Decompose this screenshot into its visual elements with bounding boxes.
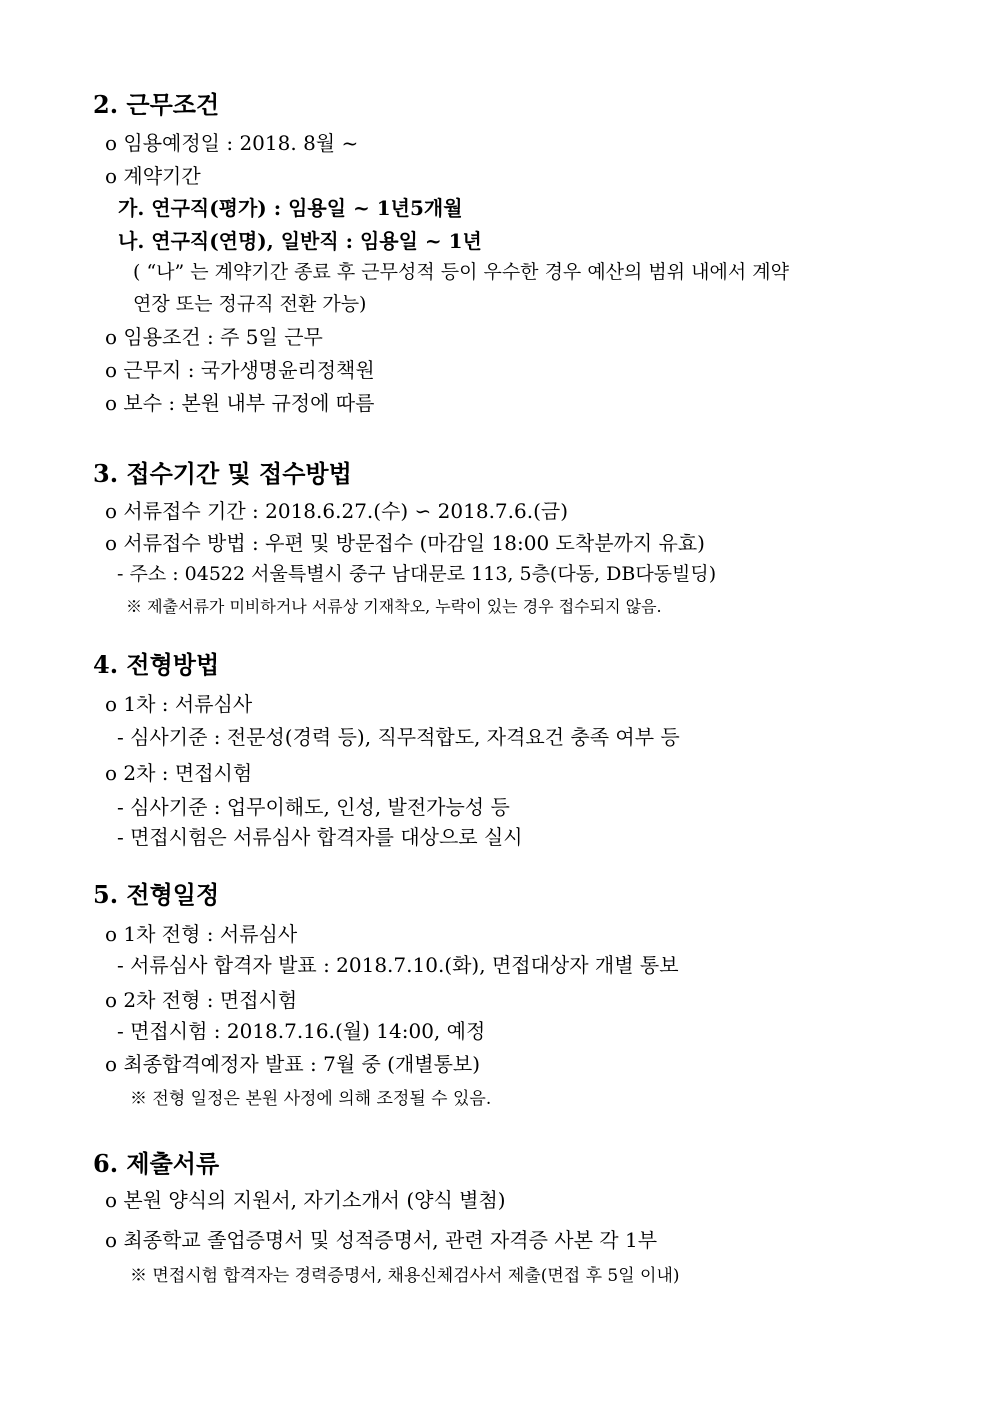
s3-line-address: - 주소 : 04522 서울특별시 중구 남대문로 113, 5층(다동, DB다동빌딩)	[117, 563, 717, 585]
s2-line-pay: o 보수 : 본원 내부 규정에 따름	[105, 391, 375, 415]
section-2-title: 2. 근무조건	[93, 90, 220, 119]
s2-line-start-date: o 임용예정일 : 2018. 8월 ~	[105, 131, 359, 155]
section-3-title: 3. 접수기간 및 접수방법	[93, 459, 352, 488]
s2-line-contract-b: 나. 연구직(연명), 일반직 : 임용일 ~ 1년	[118, 229, 482, 253]
s5-line-stage1: o 1차 전형 : 서류심사	[105, 922, 298, 946]
s5-line-stage2: o 2차 전형 : 면접시험	[105, 988, 298, 1012]
s5-line-interview-date: - 면접시험 : 2018.7.16.(월) 14:00, 예정	[117, 1019, 486, 1043]
section-4-title: 4. 전형방법	[93, 650, 220, 679]
s4-line-stage1: o 1차 : 서류심사	[105, 692, 253, 716]
s5-line-note: ※ 전형 일정은 본원 사정에 의해 조정될 수 있음.	[130, 1089, 492, 1109]
s2-line-conditions: o 임용조건 : 주 5일 근무	[105, 325, 323, 349]
s5-line-final: o 최종합격예정자 발표 : 7월 중 (개별통보)	[105, 1052, 481, 1076]
section-6-title: 6. 제출서류	[93, 1149, 220, 1178]
s6-line-note: ※ 면접시험 합격자는 경력증명서, 채용신체검사서 제출(면접 후 5일 이내)	[130, 1266, 680, 1286]
s4-line-interview-note: - 면접시험은 서류심사 합격자를 대상으로 실시	[117, 825, 523, 849]
s4-line-criteria1: - 심사기준 : 전문성(경력 등), 직무적합도, 자격요건 충족 여부 등	[117, 725, 680, 749]
s4-line-criteria2: - 심사기준 : 업무이해도, 인성, 발전가능성 등	[117, 795, 510, 819]
s2-line-note-1: ( “나” 는 계약기간 종료 후 근무성적 등이 우수한 경우 예산의 범위 내에서 계약	[133, 261, 789, 283]
s4-line-stage2: o 2차 : 면접시험	[105, 761, 253, 785]
s2-line-location: o 근무지 : 국가생명윤리정책원	[105, 358, 375, 382]
s5-line-stage1-result: - 서류심사 합격자 발표 : 2018.7.10.(화), 면접대상자 개별 통보	[117, 953, 679, 977]
s3-line-method: o 서류접수 방법 : 우편 및 방문접수 (마감일 18:00 도착분까지 유효)	[105, 531, 705, 555]
s3-line-note: ※ 제출서류가 미비하거나 서류상 기재착오, 누락이 있는 경우 접수되지 않음.	[126, 597, 662, 616]
s2-line-contract-a: 가. 연구직(평가) : 임용일 ~ 1년5개월	[118, 196, 463, 220]
s2-line-note-2: 연장 또는 정규직 전환 가능)	[133, 293, 367, 315]
s6-line-forms: o 본원 양식의 지원서, 자기소개서 (양식 별첨)	[105, 1188, 506, 1212]
s3-line-period: o 서류접수 기간 : 2018.6.27.(수) ∽ 2018.7.6.(금)	[105, 499, 569, 523]
section-5-title: 5. 전형일정	[93, 880, 220, 909]
s6-line-certificates: o 최종학교 졸업증명서 및 성적증명서, 관련 자격증 사본 각 1부	[105, 1228, 658, 1252]
s2-line-contract: o 계약기간	[105, 164, 201, 188]
